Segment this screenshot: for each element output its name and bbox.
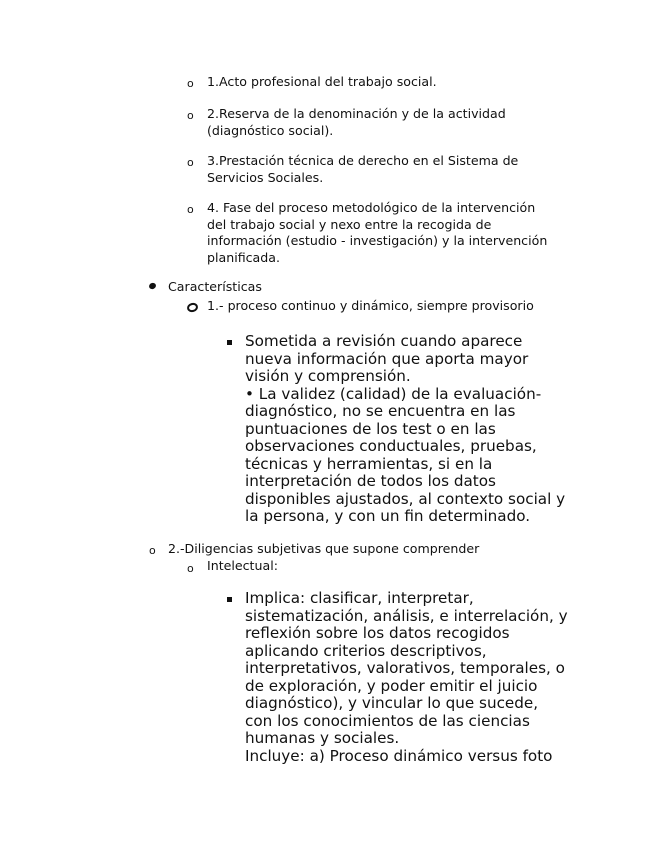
sub-item: Intelectual:	[207, 558, 278, 573]
paragraph: Implica: clasificar, interpretar, sistematización, análisis, e interrelación, y reflexión sobre los datos recogidos aplicando criterios descriptivos, interpretativos, valorativos, temporales, o de exploración, y poder emitir el juicio diagnóstico), y vincular lo que sucede, con los conocimientos de las ciencias humanas y sociales. Incluye: a) Proceso dinámico versus foto	[245, 589, 568, 765]
hollow-bullet-icon	[186, 302, 199, 314]
section-heading: 2.-Diligencias subjetivas que supone comprender	[168, 541, 480, 556]
list-item: 2.Reserva de la denominación y de la actividad (diagnóstico social).	[207, 106, 506, 138]
list-item: 4. Fase del proceso metodológico de la intervención del trabajo social y nexo entre la recogida de información (estudio - investigación) y la intervención planificada.	[207, 200, 548, 265]
circle-bullet-icon: o	[187, 109, 194, 122]
circle-bullet-icon: o	[187, 203, 194, 216]
list-item: 1.Acto profesional del trabajo social.	[207, 74, 437, 89]
filled-bullet-icon	[148, 282, 157, 290]
square-bullet-icon	[227, 340, 232, 345]
sub-item: 1.- proceso continuo y dinámico, siempre provisorio	[207, 298, 534, 313]
paragraph: Sometida a revisión cuando aparece nueva información que aporta mayor visión y comprensión. • La validez (calidad) de la evaluación- diagnóstico, no se encuentra en las puntuaciones de los test o en las observaciones conductuales, pruebas, técnicas y herramientas, si en la interpretación de todos los datos disponibles ajustados, al contexto social y la persona, y con un fin determinado.	[245, 332, 566, 525]
section-heading: Características	[168, 279, 262, 294]
list-item: 3.Prestación técnica de derecho en el Sistema de Servicios Sociales.	[207, 153, 519, 185]
circle-bullet-icon: o	[187, 77, 194, 90]
circle-bullet-icon: o	[187, 156, 194, 169]
circle-bullet-icon: o	[149, 544, 156, 557]
circle-bullet-icon: o	[187, 562, 194, 575]
square-bullet-icon	[227, 597, 232, 602]
